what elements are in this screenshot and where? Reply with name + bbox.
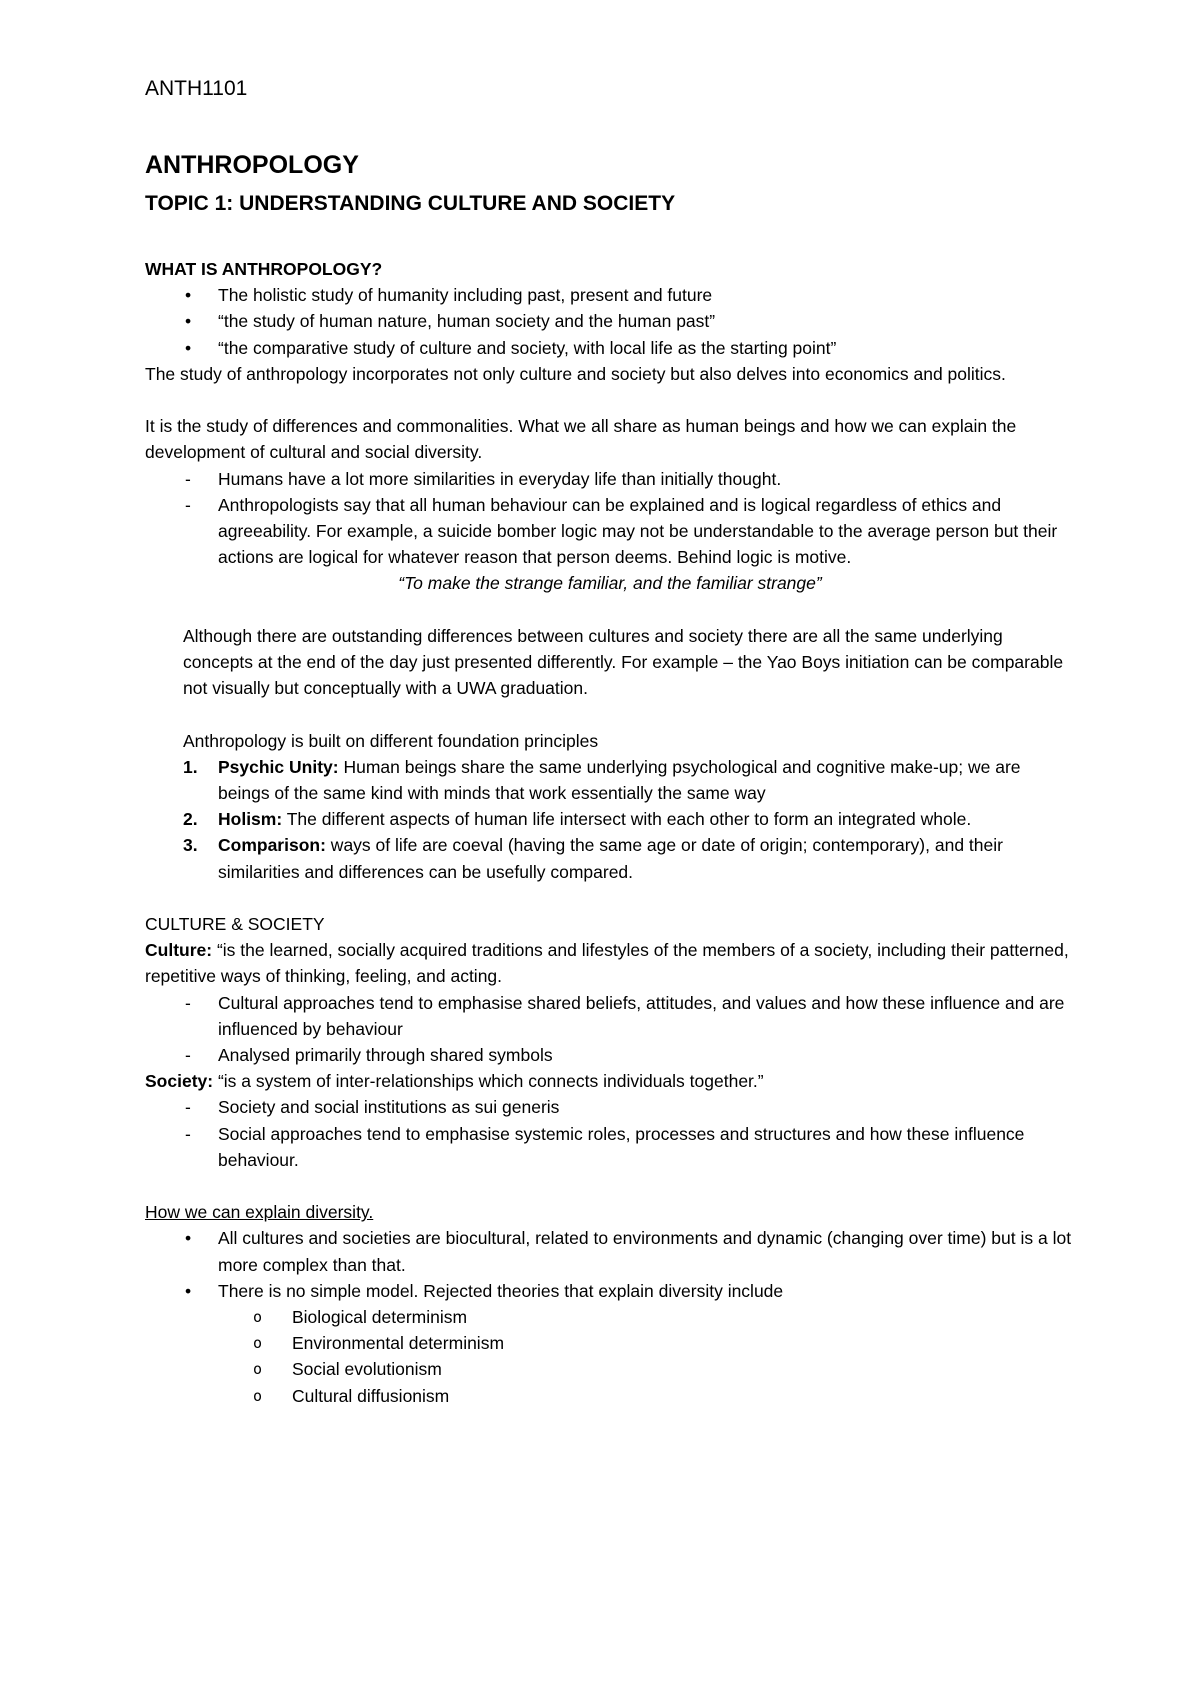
- spacer: [145, 701, 1075, 727]
- list-item: - Anthropologists say that all human behaviour can be explained and is logical regardless of ethics and agreeability. For example, a suicide bomber logic may not be understandable to the average person but their actions are logical for whatever reason that person deems. Behind logic is motive.: [145, 492, 1075, 571]
- principle-number: 3.: [183, 835, 198, 856]
- rejected-theories-list: [145, 1304, 1075, 1409]
- list-item: • The holistic study of humanity including past, present and future: [145, 282, 1075, 308]
- list-item: - Cultural approaches tend to emphasise shared beliefs, attitudes, and values and how these influence and are influenced by behaviour: [145, 990, 1075, 1042]
- list-item: • “the study of human nature, human society and the human past”: [145, 308, 1075, 334]
- topic-heading: TOPIC 1: UNDERSTANDING CULTURE AND SOCIETY: [145, 192, 676, 215]
- principle-term: Holism:: [218, 809, 283, 830]
- spacer: [145, 885, 1075, 911]
- list-item: - Social approaches tend to emphasise systemic roles, processes and structures and how these influence behaviour.: [145, 1121, 1075, 1173]
- document-title: ANTHROPOLOGY: [145, 151, 359, 179]
- culture-term: Culture:: [145, 940, 213, 961]
- principles-list: [145, 754, 1075, 885]
- list-item: o Social evolutionism: [145, 1356, 1075, 1382]
- list-item: • There is no simple model. Rejected theories that explain diversity include: [145, 1278, 1075, 1304]
- principle-text: Human beings share the same underlying psychological and cognitive make-up; we are beings of the same kind with minds that work essentially the same way: [218, 756, 1021, 804]
- list-item: - Analysed primarily through shared symbols: [145, 1042, 1075, 1068]
- list-item: - Humans have a lot more similarities in everyday life than initially thought.: [145, 466, 1075, 492]
- principle-number: 2.: [183, 809, 198, 830]
- list-item: o Biological determinism: [145, 1304, 1075, 1330]
- society-dash-list: [145, 1094, 1075, 1173]
- culture-definition: [145, 937, 1075, 989]
- list-item: • “the comparative study of culture and society, with local life as the starting point”: [145, 335, 1075, 361]
- differences-dash-list: [145, 466, 1075, 571]
- principle-term: Comparison:: [218, 835, 326, 856]
- principle-text: ways of life are coeval (having the same age or date of origin; contemporary), and their similarities and differences can be usefully compared.: [218, 835, 1003, 882]
- principles-intro: Anthropology is built on different foundation principles: [183, 730, 599, 751]
- culture-def-text: “is the learned, socially acquired traditions and lifestyles of the members of a society, including their patterned, repetitive ways of thinking, feeling, and acting.: [145, 940, 1069, 987]
- course-code: ANTH1101: [145, 77, 248, 100]
- culture-society-heading: CULTURE & SOCIETY: [145, 914, 325, 935]
- what-is-heading: WHAT IS ANTHROPOLOGY?: [145, 259, 383, 279]
- principle-item: [145, 754, 1075, 806]
- society-definition: [145, 1068, 1075, 1094]
- principle-number: 1.: [183, 756, 198, 777]
- quote: “To make the strange familiar, and the familiar strange”: [398, 573, 822, 594]
- principle-text: The different aspects of human life intersect with each other to form an integrated whole.: [282, 809, 972, 830]
- document-body: [145, 256, 1075, 1409]
- list-item: • All cultures and societies are biocultural, related to environments and dynamic (changing over time) but is a lot more complex than that.: [145, 1225, 1075, 1277]
- spacer: [145, 597, 1075, 623]
- spacer: [145, 387, 1075, 413]
- what-is-bullet-list: [145, 282, 1075, 361]
- principle-term: Psychic Unity:: [218, 756, 339, 777]
- society-def-text: “is a system of inter-relationships which connects individuals together.”: [213, 1071, 764, 1092]
- paragraph-scope: The study of anthropology incorporates not only culture and society but also delves into economics and politics.: [145, 363, 1006, 384]
- principle-item: [145, 806, 1075, 832]
- list-item: - Society and social institutions as sui generis: [145, 1094, 1075, 1120]
- principle-item: [145, 832, 1075, 884]
- spacer: [145, 1173, 1075, 1199]
- paragraph-concepts: Although there are outstanding differences between cultures and society there are all the same underlying concepts at the end of the day just presented differently. For example – the Yao Boys initiation can be comparable not visually but conceptually with a UWA graduation.: [183, 625, 1064, 699]
- society-term: Society:: [145, 1071, 214, 1092]
- diversity-bullet-list: [145, 1225, 1075, 1304]
- paragraph-differences: It is the study of differences and commonalities. What we all share as human beings and how we can explain the development of cultural and social diversity.: [145, 416, 1017, 463]
- culture-dash-list: [145, 990, 1075, 1069]
- list-item: o Environmental determinism: [145, 1330, 1075, 1356]
- diversity-heading: How we can explain diversity.: [145, 1202, 374, 1223]
- list-item: o Cultural diffusionism: [145, 1383, 1075, 1409]
